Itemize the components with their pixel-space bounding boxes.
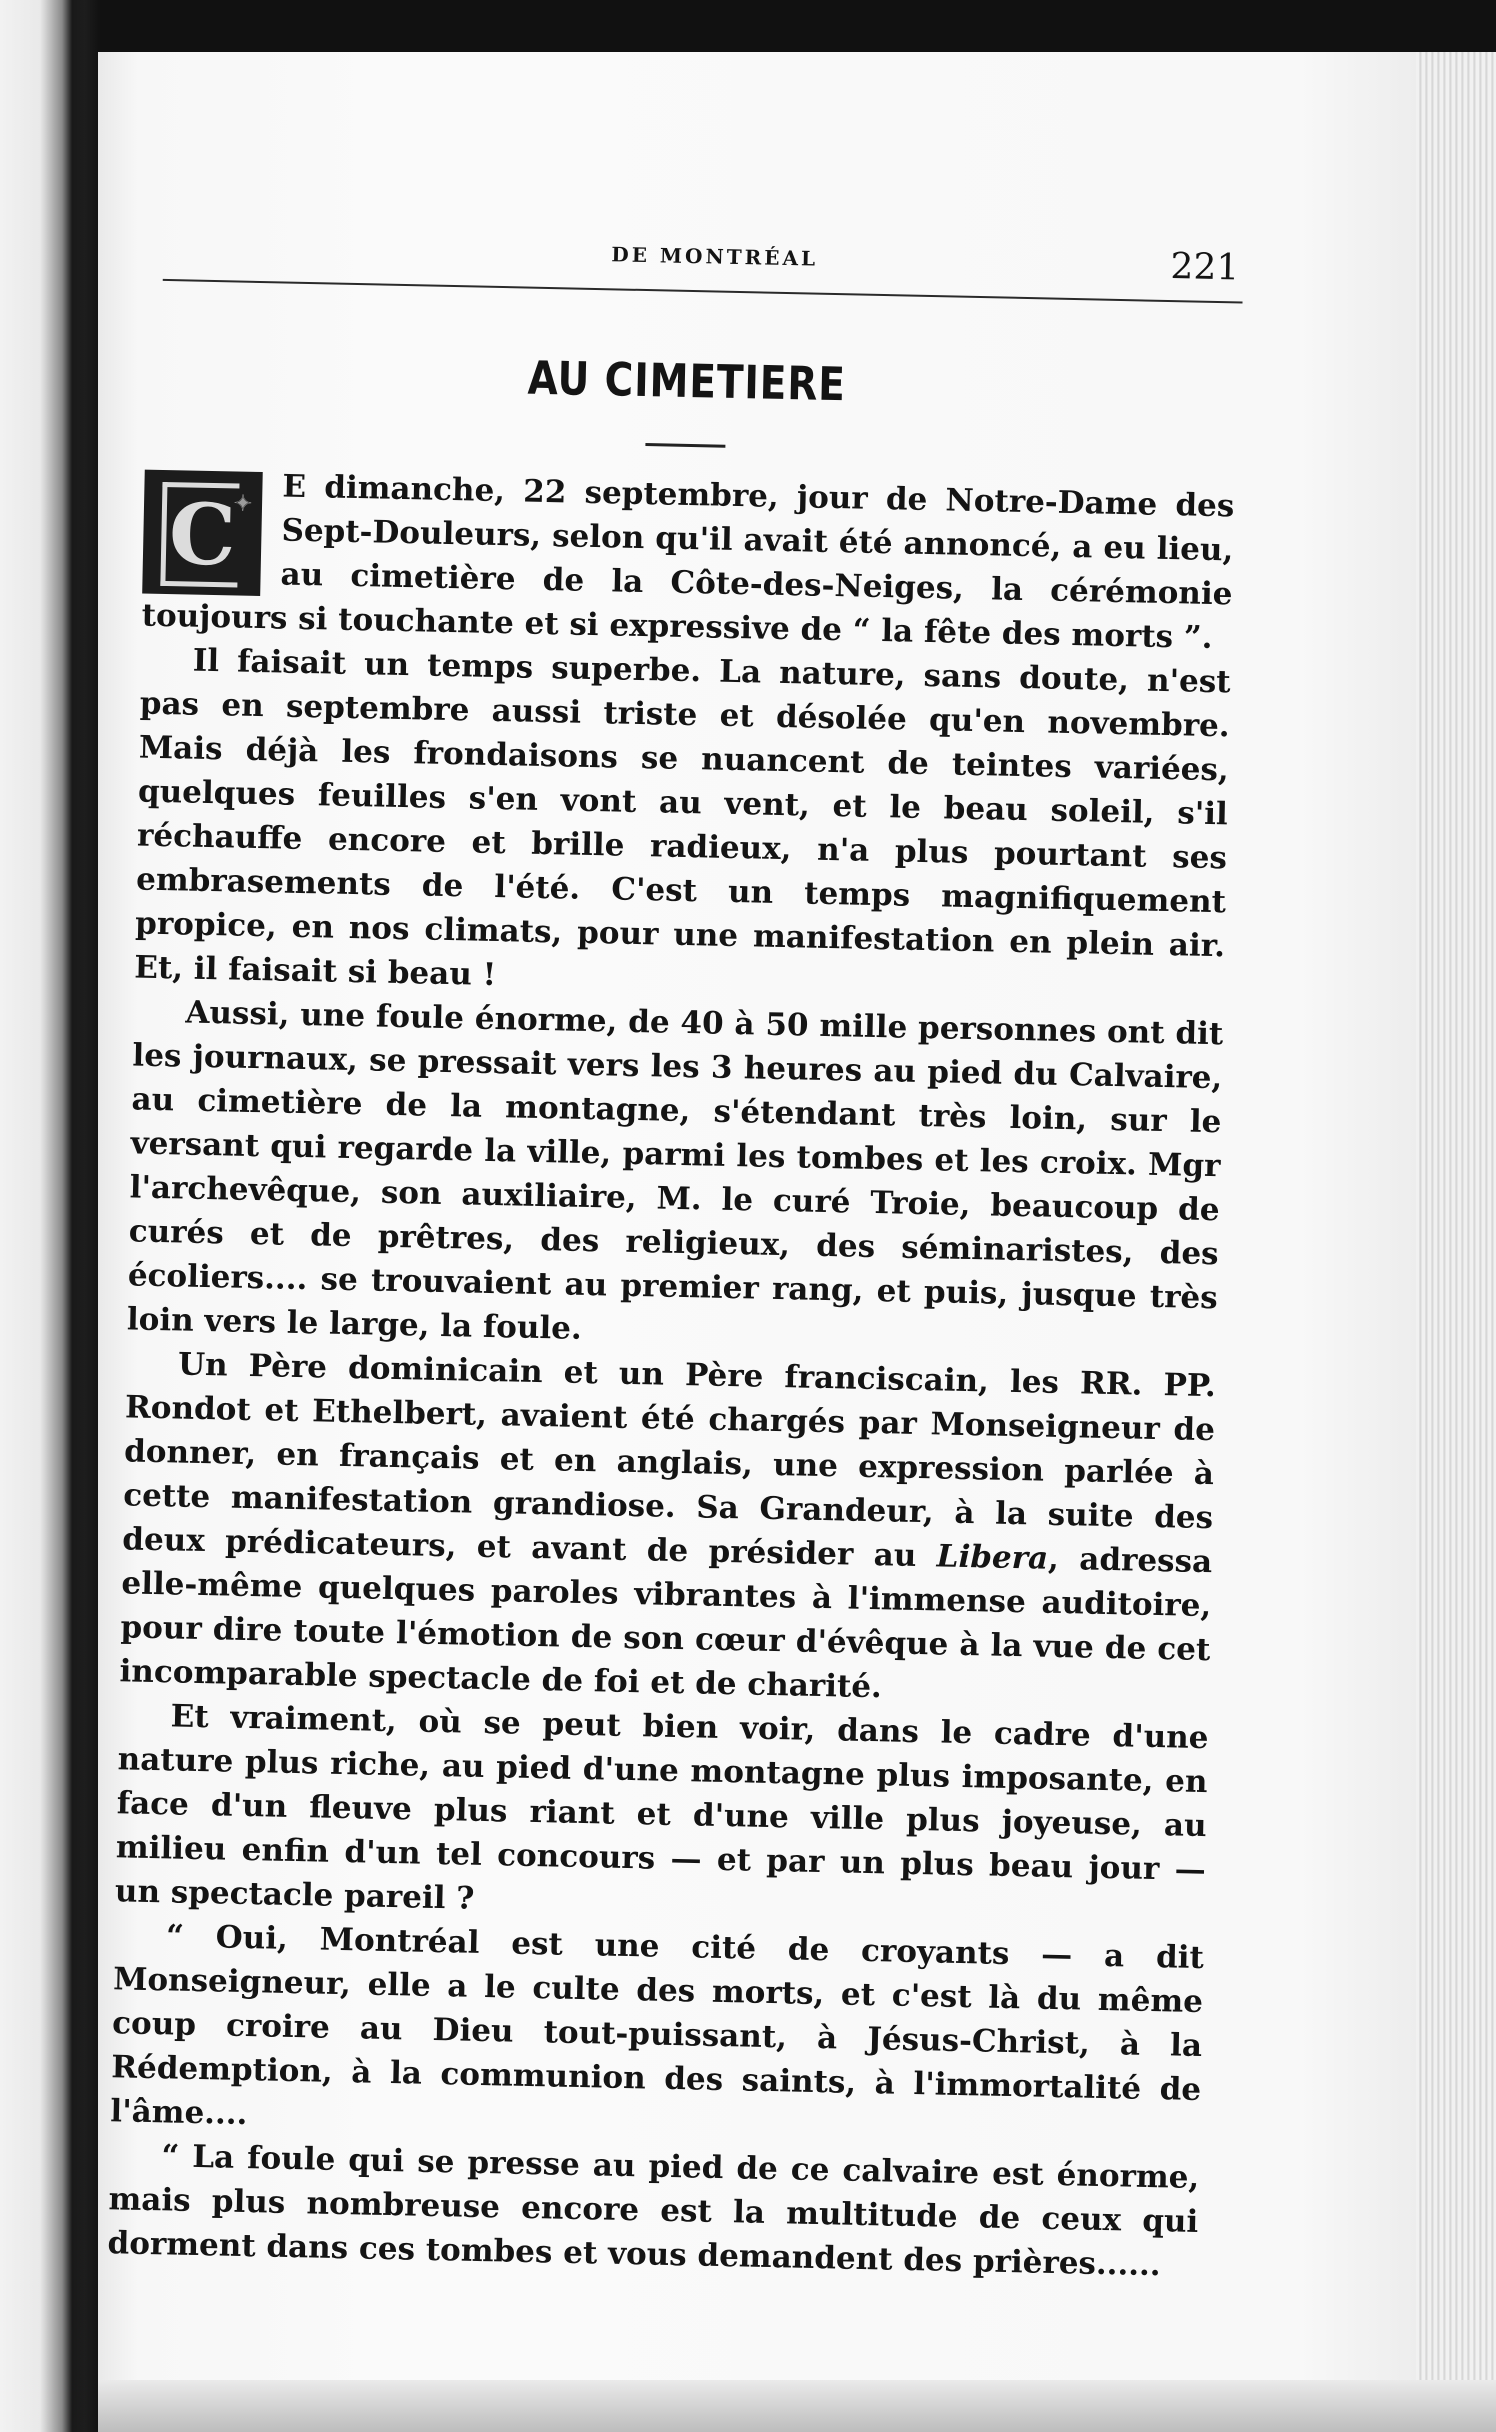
paragraph-2: Il faisait un temps superbe. La nature, sans doute, n'est pas en septembre aussi triste et désolée qu'en novembre. Mais déjà les frondaisons se nuancent de teintes variées, quelques feuilles s'en vont au vent, et le beau soleil, s'il réchauffe encore et brille radieux, n'a plus pourtant ses embrasements de l'été. C'est un temps magnifiquement propice, en nos climats, pour une manifestation en plein air. Et, il faisait si beau ! (133, 642, 1231, 994)
paragraph-1 (141, 462, 1234, 661)
paragraph-3: Aussi, une foule énorme, de 40 à 50 mille personnes ont dit les journaux, se pressait vers les 3 heures au pied du Calvaire, au cimetière de la montagne, s'étendant très loin, sur le versant qui regarde la ville, parmi les tombes et les croix. Mgr l'archevêque, son auxiliaire, M. le curé Troie, beaucoup de curés et de prêtres, des religieux, des séminaristes, des écoliers.... se trouvaient au premier rang, et puis, jusque très loin vers le large, la foule. (126, 994, 1224, 1347)
facing-page-edge (0, 0, 72, 2432)
paragraph-6: “ Oui, Montréal est une cité de croyants — a dit Monseigneur, elle a le culte des morts, et c'est là du même coup croire au Dieu tout-puissant, à Jésus-Christ, à la Rédemption, à la communion des saints, à l'immortalité de l'âme.... (110, 1918, 1205, 2133)
paragraph-5: Et vraiment, où se peut bien voir, dans le cadre d'une nature plus riche, au pied d'une montagne plus imposante, en face d'un fleuve plus riant et d'une ville plus joyeuse, au milieu enfin d'un tel concours — et par un plus beau jour — un spectacle pareil ? (114, 1698, 1209, 1917)
page-number: 221 (1170, 246, 1240, 289)
paragraph-7: “ La foule qui se presse au pied de ce calvaire est énorme, mais plus nombreuse encore est la multitude de ceux qui dorment dans ces tombes et vous demandent des prières...... (107, 2138, 1200, 2284)
page-bottom-edge (98, 2380, 1496, 2432)
paragraph-4-text-a: Un Père dominicain et un Père franciscain, les RR. PP. Rondot et Ethelbert, avaient été chargés par Monseigneur de donner, en français et en anglais, une expression parlée à cette manifestation grandiose. Sa Grandeur, à la suite des deux prédicateurs, et avant de présider au (121, 1346, 1217, 1575)
page-content (77, 220, 1260, 2288)
paragraph-4 (119, 1341, 1216, 1716)
paragraph-4-italic: Libera (936, 1538, 1049, 1577)
paragraph-4-text-b: , adressa elle-même quelques paroles vibrantes à l'immense auditoire, pour dire toute l'émotion de son cœur d'évêque à la vue de cet incomparable spectacle de foi et de charité. (119, 1540, 1213, 1706)
chapter-title: AU CIMETIERE (527, 350, 847, 412)
ornamental-initial-icon: C ✦ (142, 470, 263, 596)
title-rule (645, 443, 725, 448)
body-text (77, 461, 1255, 2288)
header-rule (163, 279, 1243, 304)
paragraph-1-text: E dimanche, 22 septembre, jour de Notre-Dame des Sept-Douleurs, selon qu'il avait été annoncé, a eu lieu, au cimetière de la Côte-des-Neiges, la cérémonie toujours si touchante et si expressive de “ la fête des morts ”. (141, 468, 1235, 656)
dropcap-letter: C (160, 482, 239, 588)
page-stack-edge (1416, 52, 1496, 2397)
running-title: DE MONTRÉAL (611, 242, 819, 271)
